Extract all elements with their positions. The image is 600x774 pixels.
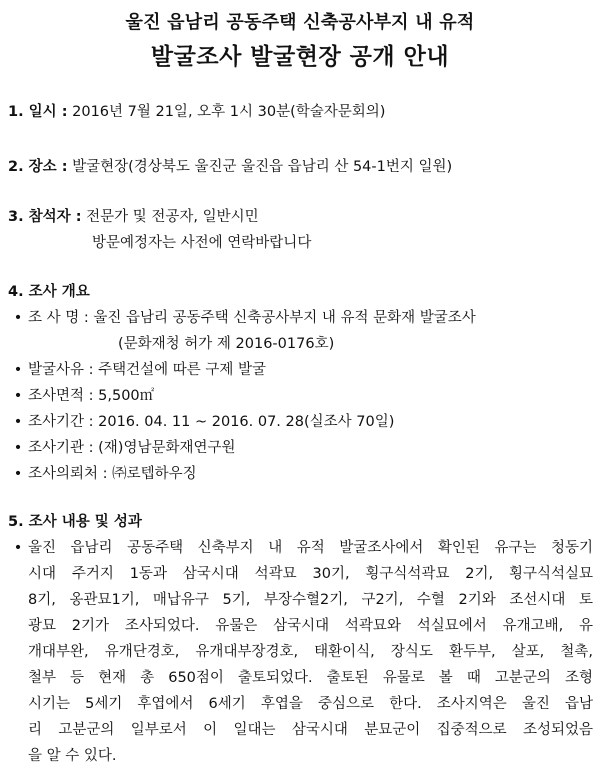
section-results-heading: 5. 조사 내용 및 성과	[8, 514, 142, 530]
section-date	[8, 100, 385, 121]
results-line: 광묘 2기가 조사되었다. 유물은 삼국시대 석곽묘와 석실묘에서 유개고배, 유	[28, 618, 593, 634]
results-line: 리 고분군의 일부로서 이 일대는 삼국시대 분묘군이 집중적으로 조성되었음	[28, 722, 593, 738]
section-place-label: 2. 장소 :	[8, 159, 68, 175]
results-line: 철부 등 현재 총 650점이 출토되었다. 출토된 유물로 볼 때 고분군의 조형	[28, 670, 593, 686]
document-title-line1: 울진 읍남리 공동주택 신축공사부지 내 유적	[125, 12, 475, 33]
overview-item-area: • 조사면적 : 5,500㎡	[8, 384, 154, 405]
results-line: 8기, 옹관묘1기, 매납유구 5기, 부장수혈2기, 구2기, 수혈 2기와 조선시대 토	[28, 592, 593, 608]
results-line: 시대 주거지 1동과 삼국시대 석곽묘 30기, 횡구식석곽묘 2기, 횡구식석실묘	[28, 566, 593, 582]
results-line: 개대부완, 유개단경호, 유개대부장경호, 태환이식, 장식도 환두부, 살포, 철촉,	[28, 644, 593, 660]
results-line: 을 알 수 있다.	[28, 748, 117, 764]
bullet-icon: •	[13, 440, 23, 456]
bullet-icon: •	[13, 540, 23, 556]
bullet-icon: •	[13, 414, 23, 430]
section-attendees-label: 3. 참석자 :	[8, 209, 82, 225]
results-line: 울진 읍남리 공동주택 신축부지 내 유적 발굴조사에서 확인된 유구는 청동기	[28, 540, 593, 556]
results-paragraph	[28, 535, 593, 769]
bullet-icon: •	[13, 362, 23, 378]
overview-item-name-continued: (문화재청 허가 제 2016-0176호)	[118, 336, 335, 352]
overview-item-period: • 조사기간 : 2016. 04. 11 ~ 2016. 07. 28(실조사 70일)	[8, 410, 394, 431]
bullet-icon: •	[13, 466, 23, 482]
overview-item-name: • 조 사 명 : 울진 읍남리 공동주택 신축공사부지 내 유적 문화재 발굴조사	[8, 306, 476, 327]
section-date-label: 1. 일시 :	[8, 104, 68, 120]
section-date-value: 2016년 7월 21일, 오후 1시 30분(학술자문회의)	[72, 104, 386, 120]
section-attendees	[8, 205, 259, 226]
results-line: 시기는 5세기 후엽에서 6세기 후엽을 중심으로 한다. 조사지역은 울진 읍남	[28, 696, 593, 712]
document-title-line2: 발굴조사 발굴현장 공개 안내	[150, 44, 450, 70]
section-attendees-value: 전문가 및 전공자, 일반시민	[86, 209, 259, 225]
section-place	[8, 155, 452, 176]
overview-item-institution: • 조사기관 : (재)영남문화재연구원	[8, 436, 236, 457]
section-overview-heading: 4. 조사 개요	[8, 284, 90, 300]
section-attendees-note: 방문예정자는 사전에 연락바랍니다	[92, 235, 312, 251]
overview-item-client: • 조사의뢰처 : ㈜로텝하우징	[8, 462, 197, 483]
overview-item-reason: • 발굴사유 : 주택건설에 따른 구제 발굴	[8, 358, 266, 379]
bullet-icon: •	[13, 310, 23, 326]
bullet-icon: •	[13, 388, 23, 404]
section-place-value: 발굴현장(경상북도 울진군 울진읍 읍남리 산 54-1번지 일원)	[72, 159, 453, 175]
